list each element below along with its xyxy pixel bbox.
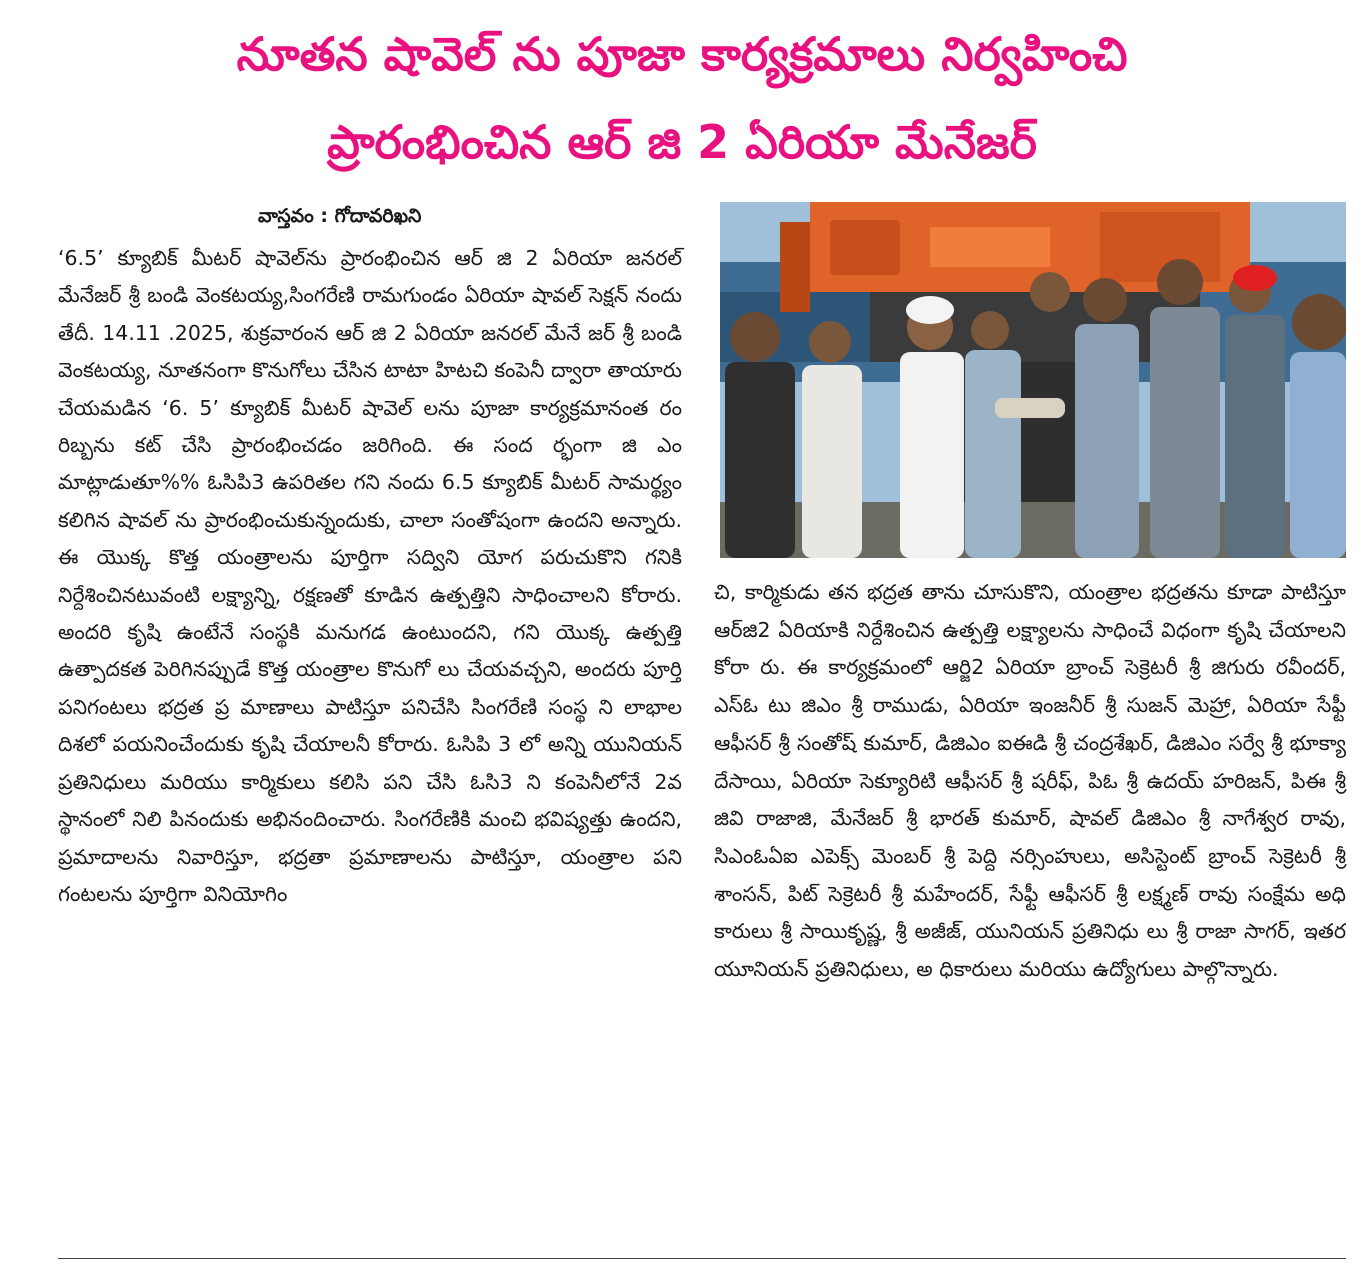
headline-line-1: నూతన షావెల్ ను పూజా కార్యక్రమాలు నిర్వహించి — [236, 27, 1128, 81]
article-headline — [0, 10, 1364, 186]
photo-illustration — [720, 202, 1346, 558]
article-body-left-column — [58, 240, 682, 913]
dateline: వాస్తవం : గోదావరిఖని — [258, 205, 422, 227]
news-photo — [720, 202, 1346, 558]
bottom-rule — [58, 1258, 1346, 1259]
body-text-left: ‘6.5’ క్యూబిక్ మీటర్ షావెల్‌ను ప్రారంభించిన ఆర్ జి 2 ఏరియా జనరల్ మేనేజర్ శ్రీ బండి వెంకటయ్య,సింగరేణి రామగుండం ఏరియా షావల్ సెక్షన్ నందు తేదీ. 14.11 .2025, శుక్రవారంన ఆర్ జి 2 ఏరియా జనరల్ మేనే జర్ శ్రీ బండి వెంకటయ్య, నూతనంగా కొనుగోలు చేసిన టాటా హిటచి కంపెనీ ద్వారా తాయారు చేయమడిన ‘6. 5’ క్యూబిక్ మీటర్ షావెల్ లను పూజా కార్యక్రమానంత రం రిబ్బను కట్ చేసి ప్రారంభించడం జరిగింది. ఈ సంద ర్భంగా జి ఎం మాట్లాడుతూ%% ఓసిపి3 ఉపరితల గని నందు 6.5 క్యూబిక్ మీటర్ సామర్థ్యం కలిగిన షావల్ ను ప్రారంభించుకున్నందుకు, చాలా సంతోషంగా ఉందని అన్నారు. ఈ యొక్క కొత్త యంత్రాలను పూర్తిగా సద్విని యోగ పరుచుకొని గనికి నిర్దేశించినటువంటి లక్ష్యాన్ని, రక్షణతో కూడిన ఉత్పత్తిని సాధించాలని కోరారు. అందరి కృషి ఉంటేనే సంస్థకి మనుగడ ఉంటుందని, గని యొక్క ఉత్పత్తి ఉత్పాదకత పెరిగినప్పుడే కొత్త యంత్రాల కొనుగో లు చేయవచ్చని, అందరు పూర్తి పనిగంటలు భద్రత ప్ర మాణాలు పాటిస్తూ పనిచేసి సింగరేణి సంస్థ ని లాభాల దిశలో పయనించేందుకు కృషి చేయాలనీ కోరారు. ఓసిపి 3 లో అన్ని యునియన్ ప్రతినిధులు మరియు కార్మికులు కలిసి పని చేసి ఓసి3 ని కంపెనీలోనే 2వ స్థానంలో నిలి పినందుకు అభినందించారు. సింగరేణికి మంచి భవిష్యత్తు ఉందని, ప్రమాదాలను నివారిస్తూ, భద్రతా ప్రమాణాలను పాటిస్తూ, యంత్రాల పని గంటలను పూర్తిగా వినియోగిం — [58, 246, 683, 906]
body-text-right: చి, కార్మికుడు తన భద్రత తాను చూసుకొని, యంత్రాల భద్రతను కూడా పాటిస్తూ ఆర్‌జి2 ఏరియాకి నిర్దేశించిన ఉత్పత్తి లక్ష్యాలను సాధించే విధంగా కృషి చేయాలని కోరా రు. ఈ కార్యక్రమంలో ఆర్జి2 ఏరియా బ్రాంచ్ సెక్రెటరీ శ్రీ జిగురు రవీందర్, ఎస్ఓ టు జిఎం శ్రీ రాముడు, ఏరియా ఇంజనీర్ శ్రీ సుజన్ మెహ్రా, ఏరియా సేఫ్టీ ఆఫీసర్ శ్రీ సంతోష్ కుమార్, డిజిఎం ఐఈడి శ్రీ చంద్రశేఖర్, డిజిఎం సర్వే శ్రీ భూక్యా దేసాయి, ఏరియా సెక్యూరిటి ఆఫీసర్ శ్రీ షరీఫ్, పిఓ శ్రీ ఉదయ్ హరిజన్, పిఈ శ్రీ జివి రాజాజి, మేనేజర్ శ్రీ భారత్ కుమార్, షావల్ డిజిఎం శ్రీ నాగేశ్వర రావు, సిఎంఓఏఐ ఎపెక్స్ మెంబర్ శ్రీ పెద్ది నర్సింహులు, అసిస్టెంట్ బ్రాంచ్ సెక్రెటరీ శ్రీ శాంసన్, పిట్ సెక్రెటరీ శ్రీ మహేందర్, సేఫ్టీ ఆఫీసర్ శ్రీ లక్ష్మణ్ రావు సంక్షేమ అధి కారులు శ్రీ సాయికృష్ణ, శ్రీ అజీజ్, యునియన్ ప్రతినిధు లు శ్రీ రాజా సాగర్, ఇతర యూనియన్ ప్రతినిధులు, అ ధికారులు మరియు ఉద్యోగులు పాల్గొన్నారు. — [714, 580, 1346, 982]
article-body-right-column — [714, 574, 1346, 989]
headline-line-2: ప్రారంభించిన ఆర్ జి 2 ఏరియా మేనేజర్ — [327, 115, 1037, 169]
